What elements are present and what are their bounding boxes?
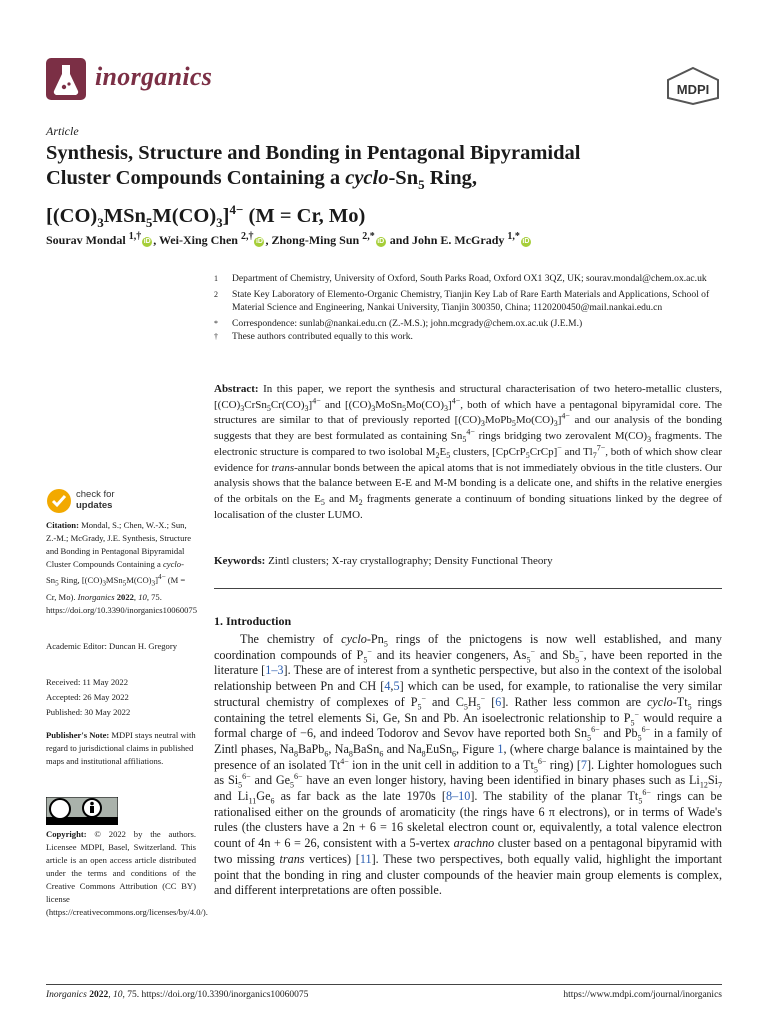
section-heading: 1. Introduction xyxy=(214,614,292,628)
author-name: Sourav Mondal xyxy=(46,233,129,247)
updates-label: updates xyxy=(76,500,113,511)
keywords-divider xyxy=(214,588,722,589)
publisher-name: MDPI xyxy=(676,82,710,97)
reference-link[interactable]: 4 xyxy=(384,679,391,694)
received-date: Received: 11 May 2022 xyxy=(46,677,129,687)
reference-link[interactable]: 11 xyxy=(359,851,372,866)
reference-link[interactable]: 6 xyxy=(495,694,502,709)
footer-journal-link[interactable]: https://www.mdpi.com/journal/inorganics xyxy=(563,990,722,1000)
keywords: Keywords: Zintl clusters; X-ray crystallography; Density Functional Theory xyxy=(214,555,553,567)
introduction-paragraph: The chemistry of cyclo-$Pn_5$ rings of the pnictogens is now well established, and many coordination compounds of $P_5^-$ and its heavier congeners, $As_5^-$ and $Sb_5^-$, have been reported in the literature [1–3]. These are of interest from a synthetic perspective, but also in the context of the isolobal relationship between Pn and CH [4,5] which can be used, for example, to rationalise the very similar structural chemistry of complexes of $P_5^-$ and $C_5H_5^-$ [6]. Rather less common are cyclo-$Tt_5$ rings containing the tetrel elements Si, Ge, Sn and Pb. An isoelectronic relationship to $P_5^-$ would require a formal charge of −6, and indeed Todorov and Sevov have reported both $Sn_5^{6-}$ and $Pb_5^{6-}$ in a family of Zintl phases, $Na_8BaPb_6$, $Na_8BaSn_6$ and $Na_8EuSn_6$, Figure 1, (where charge balance is maintained by the presence of an isolated $Tt^{4-}$ ion in the unit cell in addition to a $Tt_5^{6-}$ ring) [7]. Lighter homologues such as $Si_5^{6-}$ and $Ge_5^{6-}$ have an even longer history, having been identified in binary phases such as $Li_{12}Si_7$ and $Li_{11}Ge_6$ as far back as the late 1970s [8–10]. The stability of the planar $Tt_5^{6-}$ rings can be rationalised either on the grounds of aromaticity (the rings have 6 π electrons), or in terms of Wade's rules (the clusters have a 2n + 6 = 16 skeletal electron count or, equivalently, a total valence electron count of 4n + 6 = 26, consistent with a 5-vertex arachno cluster based on a pentagonal bipyramid with two missing trans vertices) [11]. These two perspectives, both equally valid, highlight the important point that the bonding in ring and cluster compounds of the heavier main group elements is complex, and different interpretations are often possible. xyxy=(214,632,723,898)
equal-contribution-note: † These authors contributed equally to this work. xyxy=(214,331,413,343)
affiliation-item: 2 State Key Laboratory of Elemento-Organic Chemistry, Tianjin Key Lab of Rare Earth Materials and Applications, School of Material Science and Engineering, Nankai University, Tianjin 300350, China; 1120200450@mail.nankai.edu.cn xyxy=(214,288,710,314)
reference-link[interactable]: 5 xyxy=(393,679,400,694)
check-label: check for xyxy=(76,489,115,500)
orcid-icon[interactable]: iD xyxy=(377,238,385,245)
affiliations xyxy=(214,272,722,344)
orcid-icon[interactable]: iD xyxy=(522,238,530,245)
orcid-icon[interactable]: iD xyxy=(255,238,263,245)
reference-link[interactable]: 7 xyxy=(580,757,587,772)
reference-link[interactable]: 1–3 xyxy=(265,663,284,678)
footer-citation: Inorganics 2022, 10, 75. https://doi.org/10.3390/inorganics10060075 xyxy=(46,990,309,1000)
creative-commons-icon xyxy=(46,797,118,825)
citation-block: Citation: Mondal, S.; Chen, W.-X.; Sun, Z.-M.; McGrady, J.E. Synthesis, Structure and Bonding in Pentagonal Bipyramidal Cluster Compounds Containing a cyclo-$Sn_5$ Ring, $[(CO)_3MSn_5M(CO)_3]^{4-}$ (M = Cr, Mo). Inorganics 2022, 10, 75. https://doi.org/10.3390/inorganics10060075 xyxy=(46,520,198,615)
abstract: Abstract: In this paper, we report the synthesis and structural characterisation of two hetero-metallic clusters, $[(CO)_3CrSn_5Cr(CO)_3]^{4-}$ and $[(CO)_3MoSn_5Mo(CO)_3]^{4-}$, both of which have a pentagonal bipyramidal core. The structures are similar to that of previously reported $[(CO)_3MoPb_5Mo(CO)_3]^{4-}$ and our analysis of the bonding suggests that they are best formulated as containing $Sn_5^{4-}$ rings bridging two zerovalent $M(CO)_3$ fragments. The electronic structure is compared to two isolobal $M_2E_5$ clusters, [CpCrP$_5$CrCp]− and $Tl_7^{7-}$, both of which show clear evidence for trans-annular bonds between the apical atoms that is not immediately obvious in the title clusters. Our analysis shows that the balance between E-E and M-M bonding is a delicate one, and shifts in the relative energies of the orbitals on the $E_5$ and $M_2$ fragments generate a continuum of bonding situations linked by the degree of localisation of the cluster LUMO. xyxy=(214,383,723,521)
publishers-note: Publisher's Note: MDPI stays neutral with regard to jurisdictional claims in published maps and institutional affiliations. xyxy=(46,730,196,766)
correspondence: * Correspondence: sunlab@nankai.edu.cn (Z.-M.S.); john.mcgrady@chem.ox.ac.uk (J.E.M.) xyxy=(214,317,583,329)
published-date: Published: 30 May 2022 xyxy=(46,707,131,717)
author-name: , Zhong-Ming Sun xyxy=(265,233,363,247)
mdpi-logo-icon xyxy=(664,66,722,106)
author-name: and John E. McGrady xyxy=(386,233,508,247)
article-type: Article xyxy=(46,124,79,138)
accepted-date: Accepted: 26 May 2022 xyxy=(46,692,129,702)
journal-logo-icon xyxy=(46,58,86,100)
author-name: , Wei-Xing Chen xyxy=(153,233,241,247)
check-for-updates-button[interactable] xyxy=(46,488,176,514)
reference-link[interactable]: 8–10 xyxy=(445,789,471,804)
footer-divider xyxy=(46,984,722,985)
copyright-notice: Copyright: © 2022 by the authors. Licensee MDPI, Basel, Switzerland. This article is an open access article distributed under the terms and conditions of the Creative Commons Attribution (CC BY) license (https://creativecommons.org/licenses/by/4.0/). xyxy=(46,829,208,917)
cc-by-license-icon[interactable] xyxy=(46,797,118,825)
journal-name: inorganics xyxy=(95,62,213,91)
affiliation-item: 1 Department of Chemistry, University of Oxford, South Parks Road, Oxford OX1 3QZ, UK; sourav.mondal@chem.ox.ac.uk xyxy=(214,273,707,284)
article-title: Synthesis, Structure and Bonding in Pentagonal Bipyramidal Cluster Compounds Containing a cyclo-$Sn_5$ Ring, $[(CO)_3MSn_5M(CO)_3]^{4-}$ (M = Cr, Mo) xyxy=(46,142,581,231)
author-list: Sourav Mondal $^{1,\dagger}$ iD , Wei-Xing Chen $^{2,\dagger}$ iD , Zhong-Ming Sun $^{2,*}$ iD and John E. McGrady $^{1,*}$ iD xyxy=(46,231,530,247)
academic-editor: Academic Editor: Duncan H. Gregory xyxy=(46,641,178,651)
check-icon xyxy=(46,488,72,514)
orcid-icon[interactable]: iD xyxy=(143,238,151,245)
figure-link[interactable]: 1 xyxy=(497,741,504,756)
